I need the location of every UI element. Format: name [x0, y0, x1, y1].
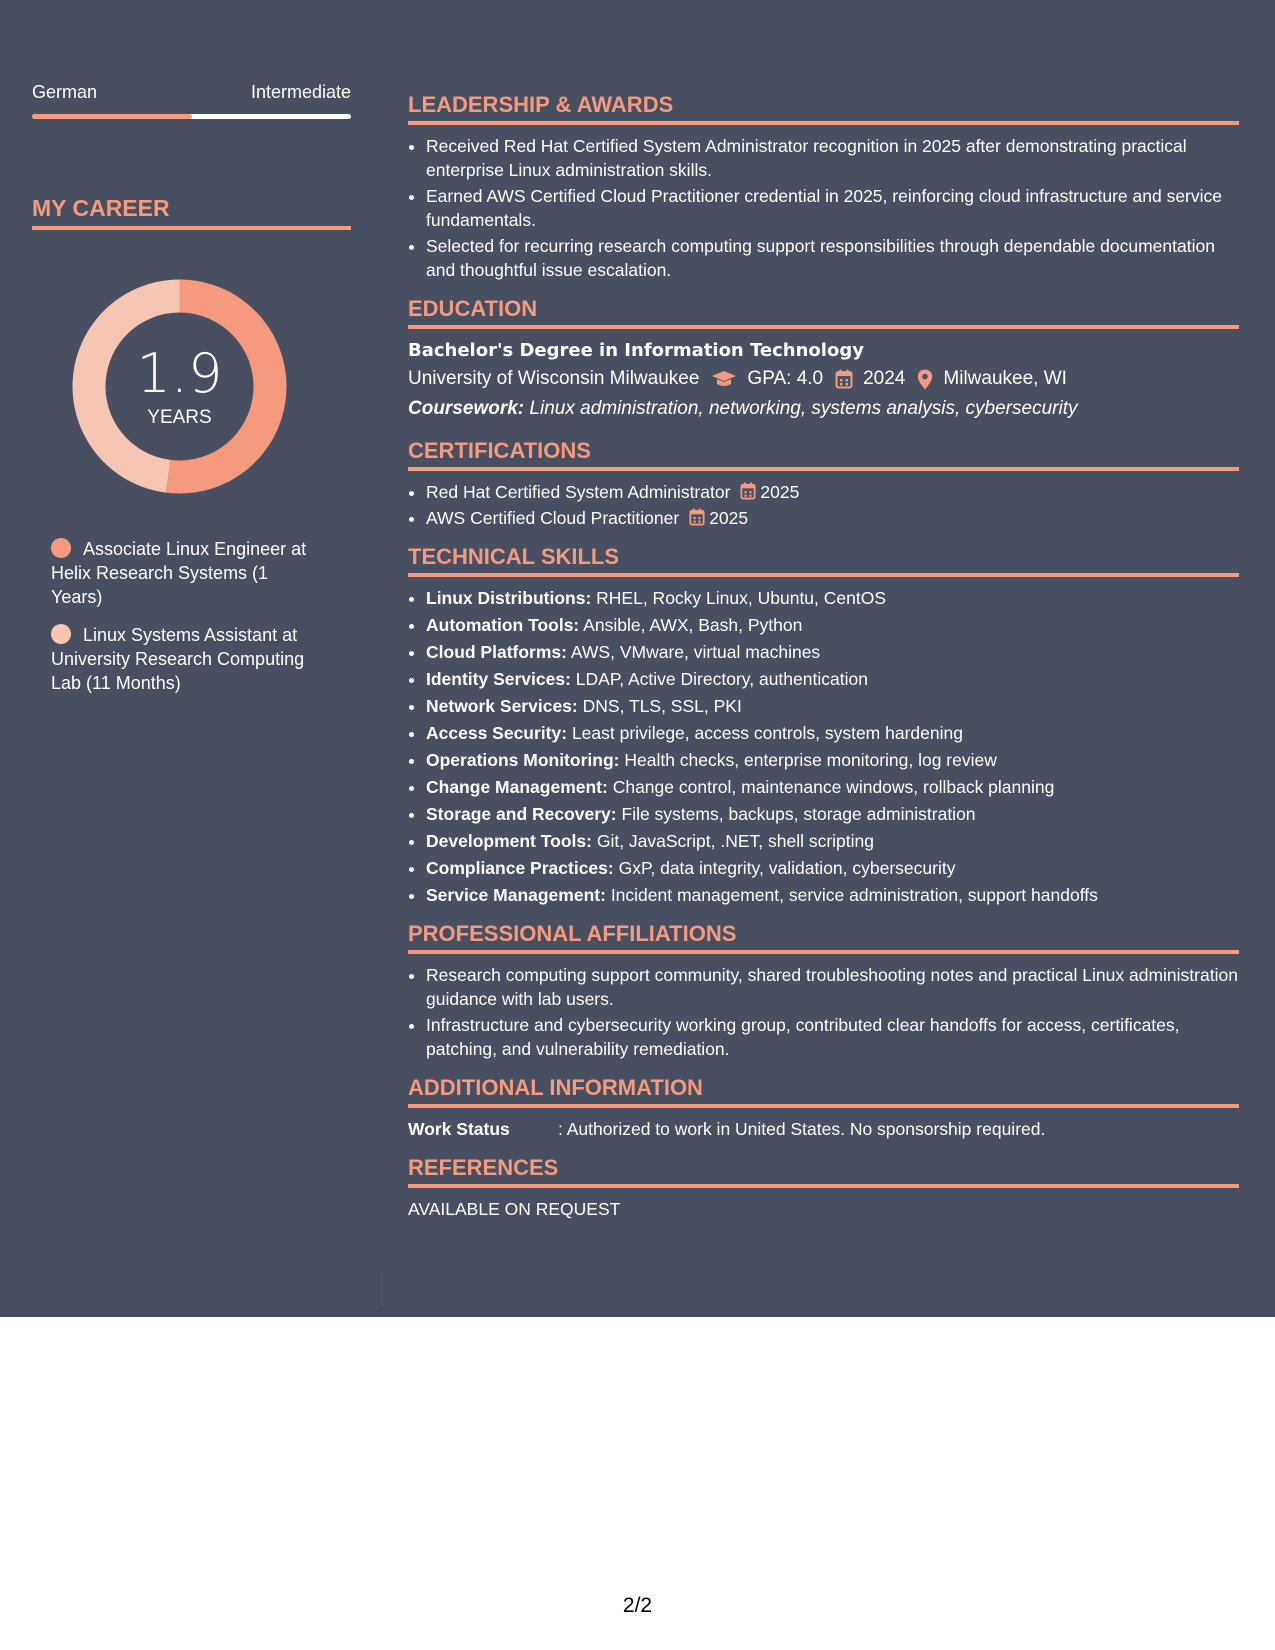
skill-label: Identity Services: [426, 669, 571, 689]
references-section [408, 1155, 1239, 1221]
skill-label: Linux Distributions: [426, 588, 592, 608]
education-details [408, 364, 1239, 394]
page-number: 2/2 [622, 1594, 653, 1617]
career-item-text: Linux Systems Assistant at University Research Computing Lab (11 Months) [51, 625, 305, 693]
career-item [51, 537, 321, 609]
skill-label: Change Management: [426, 777, 608, 797]
skills-heading: TECHNICAL SKILLS [408, 544, 1239, 577]
career-total-years: 1.9 [136, 342, 223, 405]
language-name: German [32, 82, 98, 102]
school-name: University of Wisconsin Milwaukee [408, 368, 700, 389]
certification-name: Red Hat Certified System Administrator [426, 482, 731, 502]
list-item: • Research computing support community, shared troubleshooting notes and practical Linux administration guidance with lab users. [426, 963, 1239, 1011]
skill-item [426, 667, 1239, 691]
career-legend-dot [51, 624, 71, 644]
main-content [408, 92, 1239, 1235]
certifications-list [408, 480, 1239, 530]
location-pin-icon [917, 369, 933, 390]
skill-label: Operations Monitoring: [426, 750, 620, 770]
gpa: GPA: 4.0 [747, 368, 824, 389]
skill-item [426, 883, 1239, 907]
references-text: AVAILABLE ON REQUEST [408, 1199, 621, 1219]
skill-label: Service Management: [426, 885, 606, 905]
skill-item [426, 748, 1239, 772]
skill-value: File systems, backups, storage administration [621, 804, 976, 824]
leadership-section [408, 92, 1239, 282]
skill-value: Git, JavaScript, .NET, shell scripting [596, 831, 874, 851]
career-legend-dot [51, 538, 71, 558]
skill-item [426, 829, 1239, 853]
coursework [408, 394, 1239, 424]
additional-section [408, 1075, 1239, 1141]
skill-item [426, 694, 1239, 718]
certifications-section [408, 438, 1239, 530]
skill-item [426, 640, 1239, 664]
list-item [426, 506, 1239, 530]
skill-label: Cloud Platforms: [426, 642, 567, 662]
leadership-heading: LEADERSHIP & AWARDS [408, 92, 1239, 125]
skill-item [426, 775, 1239, 799]
graduation-year: 2024 [863, 368, 906, 389]
calendar-icon [689, 508, 705, 526]
skill-value: Health checks, enterprise monitoring, log review [624, 750, 997, 770]
language-row [32, 80, 351, 104]
education-section [408, 296, 1239, 424]
work-status-value: : Authorized to work in United States. No sponsorship required. [558, 1119, 1046, 1139]
skill-value: RHEL, Rocky Linux, Ubuntu, CentOS [596, 588, 887, 608]
language-level: Intermediate [250, 82, 351, 102]
degree-title: Bachelor's Degree in Information Technology [408, 340, 864, 361]
certifications-heading: CERTIFICATIONS [408, 438, 1239, 471]
career-heading: MY CAREER [32, 195, 351, 230]
skill-value: Change control, maintenance windows, rollback planning [612, 777, 1055, 797]
skill-label: Storage and Recovery: [426, 804, 617, 824]
skill-value: Least privilege, access controls, system hardening [571, 723, 963, 743]
work-status-label: Work Status [408, 1119, 510, 1139]
list-item: • Selected for recurring research computing support responsibilities through dependable documentation and thoughtful issue escalation. [426, 234, 1239, 282]
additional-heading: ADDITIONAL INFORMATION [408, 1075, 1239, 1108]
affiliations-heading: PROFESSIONAL AFFILIATIONS [408, 921, 1239, 954]
career-total-unit: YEARS [147, 407, 212, 428]
education-heading: EDUCATION [408, 296, 1239, 329]
career-item-text: Associate Linux Engineer at Helix Research Systems (1 Years) [51, 539, 307, 607]
career-item [51, 623, 321, 695]
certification-year: 2025 [760, 482, 800, 502]
language-proficiency-bar [32, 114, 351, 119]
skill-item [426, 802, 1239, 826]
career-donut-chart [67, 274, 292, 499]
list-item: • Received Red Hat Certified System Administrator recognition in 2025 after demonstrating practical enterprise Linux administration skills. [426, 134, 1239, 182]
skill-label: Network Services: [426, 696, 578, 716]
list-item: • Infrastructure and cybersecurity working group, contributed clear handoffs for access, certificates, patching, and vulnerability remediation. [426, 1013, 1239, 1061]
graduation-cap-icon [711, 370, 737, 388]
skill-value: Incident management, service administration, support handoffs [610, 885, 1098, 905]
language-proficiency-fill [32, 114, 192, 119]
skill-item [426, 721, 1239, 745]
skill-item [426, 613, 1239, 637]
skill-label: Access Security: [426, 723, 568, 743]
skill-label: Compliance Practices: [426, 858, 614, 878]
coursework-value: Linux administration, networking, systems analysis, cybersecurity [529, 398, 1078, 419]
career-list [51, 537, 321, 695]
calendar-icon [835, 369, 853, 389]
sidebar [32, 80, 351, 709]
skill-label: Development Tools: [426, 831, 592, 851]
work-status-row [408, 1117, 1239, 1141]
skill-label: Automation Tools: [426, 615, 580, 635]
certification-name: AWS Certified Cloud Practitioner [426, 508, 680, 528]
skill-item [426, 586, 1239, 610]
list-item: • Earned AWS Certified Cloud Practitioner credential in 2025, reinforcing cloud infrastructure and service fundamentals. [426, 184, 1239, 232]
skill-value: Ansible, AWX, Bash, Python [583, 615, 803, 635]
coursework-label: Coursework: [408, 398, 525, 419]
affiliations-section [408, 921, 1239, 1061]
skills-list [408, 586, 1239, 907]
skills-section [408, 544, 1239, 907]
list-item [426, 480, 1239, 504]
skill-value: DNS, TLS, SSL, PKI [582, 696, 742, 716]
certification-year: 2025 [709, 508, 749, 528]
column-divider [382, 1272, 383, 1307]
education-location: Milwaukee, WI [943, 368, 1067, 389]
skill-item [426, 856, 1239, 880]
skill-value: AWS, VMware, virtual machines [570, 642, 821, 662]
leadership-list [408, 134, 1239, 282]
calendar-icon [740, 482, 756, 500]
skill-value: GxP, data integrity, validation, cybersecurity [618, 858, 956, 878]
references-heading: REFERENCES [408, 1155, 1239, 1188]
affiliations-list [408, 963, 1239, 1061]
skill-value: LDAP, Active Directory, authentication [575, 669, 868, 689]
